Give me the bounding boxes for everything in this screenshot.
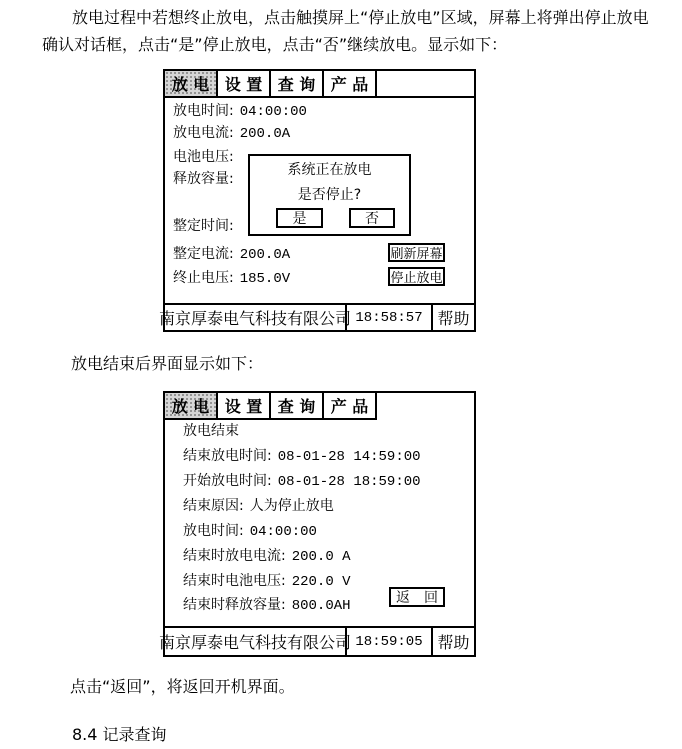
field-label: 结束原因: <box>183 498 244 514</box>
field-label: 放电时间: <box>183 523 244 539</box>
field-row <box>173 149 240 166</box>
yes-button[interactable]: 是 <box>276 208 323 228</box>
help-button[interactable]: 帮助 <box>437 633 470 652</box>
screen-footer <box>159 626 474 655</box>
refresh-screen-button[interactable]: 刷新屏幕 <box>388 243 445 262</box>
tab-bar <box>165 393 377 420</box>
company-name: 南京厚泰电气科技有限公司 <box>165 305 347 330</box>
field-label: 结束放电时间: <box>183 448 272 464</box>
field-row <box>183 573 351 590</box>
tab-query[interactable]: 查 询 <box>271 393 324 418</box>
intro-paragraph-line1: 放电过程中若想终止放电，点击触摸屏上“停止放电”区域，屏幕上将弹出停止放电 <box>72 8 649 27</box>
field-value: 04:00:00 <box>239 104 307 120</box>
field-label: 结束时电池电压: <box>183 573 286 589</box>
field-value: 800.0AH <box>291 598 351 614</box>
tab-settings[interactable]: 设 置 <box>218 393 271 418</box>
field-value: 08-01-28 18:59:00 <box>277 474 421 490</box>
status-row <box>183 423 245 440</box>
field-row <box>173 270 290 287</box>
stop-discharge-button[interactable]: 停止放电 <box>388 267 445 286</box>
tab-settings[interactable]: 设 置 <box>218 71 271 96</box>
field-label: 放电电流: <box>173 125 234 141</box>
field-row <box>173 125 290 142</box>
field-value: 200.0A <box>239 126 291 142</box>
mid-caption: 放电结束后界面显示如下： <box>71 354 264 373</box>
field-value: 08-01-28 14:59:00 <box>277 449 421 465</box>
field-label: 结束时放电电流: <box>183 548 286 564</box>
tab-product[interactable]: 产 品 <box>324 71 377 96</box>
field-label: 终止电压: <box>173 270 234 286</box>
tab-product[interactable]: 产 品 <box>324 393 377 418</box>
field-row <box>183 523 317 540</box>
field-label: 电池电压: <box>173 149 234 165</box>
field-label: 结束时释放容量: <box>183 597 286 613</box>
tab-discharge[interactable]: 放 电 <box>165 71 218 96</box>
outro-paragraph: 点击“返回”，将返回开机界面。 <box>70 677 295 696</box>
field-label: 放电时间: <box>173 103 234 119</box>
field-row <box>173 171 240 188</box>
dialog-message-line2: 是否停止? <box>297 187 362 203</box>
return-button[interactable]: 返 回 <box>389 587 445 607</box>
field-value: 200.0 A <box>291 549 351 565</box>
tab-discharge[interactable]: 放 电 <box>165 393 218 418</box>
tab-query[interactable]: 查 询 <box>271 71 324 96</box>
field-row <box>183 448 421 465</box>
dialog-message-line1: 系统正在放电 <box>287 162 372 178</box>
field-value: 人为停止放电 <box>249 498 334 514</box>
field-label: 开始放电时间: <box>183 473 272 489</box>
field-row <box>183 597 351 614</box>
field-value: 04:00:00 <box>249 524 317 540</box>
field-row <box>183 473 421 490</box>
field-value: 200.0A <box>239 247 291 263</box>
status-label: 放电结束 <box>183 423 239 439</box>
discharge-end-screen <box>159 391 476 657</box>
field-label: 整定时间: <box>173 218 234 234</box>
field-row <box>173 103 307 120</box>
company-name: 南京厚泰电气科技有限公司 <box>165 628 347 655</box>
help-button[interactable]: 帮助 <box>437 309 470 328</box>
discharge-status-screen <box>159 69 476 332</box>
clock-display: 18:59:05 <box>347 628 433 655</box>
clock-display: 18:58:57 <box>347 305 433 330</box>
field-label: 整定电流: <box>173 246 234 262</box>
field-label: 释放容量: <box>173 171 234 187</box>
stop-confirm-dialog <box>248 154 411 236</box>
field-row <box>173 218 240 235</box>
field-row <box>173 246 290 263</box>
field-row <box>183 498 334 515</box>
field-value: 220.0 V <box>291 574 351 590</box>
intro-paragraph-line2: 确认对话框，点击“是”停止放电，点击“否”继续放电。显示如下： <box>42 35 508 54</box>
section-heading: 8.4 记录查询 <box>72 725 167 744</box>
field-row <box>183 548 351 565</box>
field-value: 185.0V <box>239 271 291 287</box>
screen-footer <box>159 303 474 330</box>
no-button[interactable]: 否 <box>349 208 395 228</box>
tab-bar <box>165 71 474 98</box>
